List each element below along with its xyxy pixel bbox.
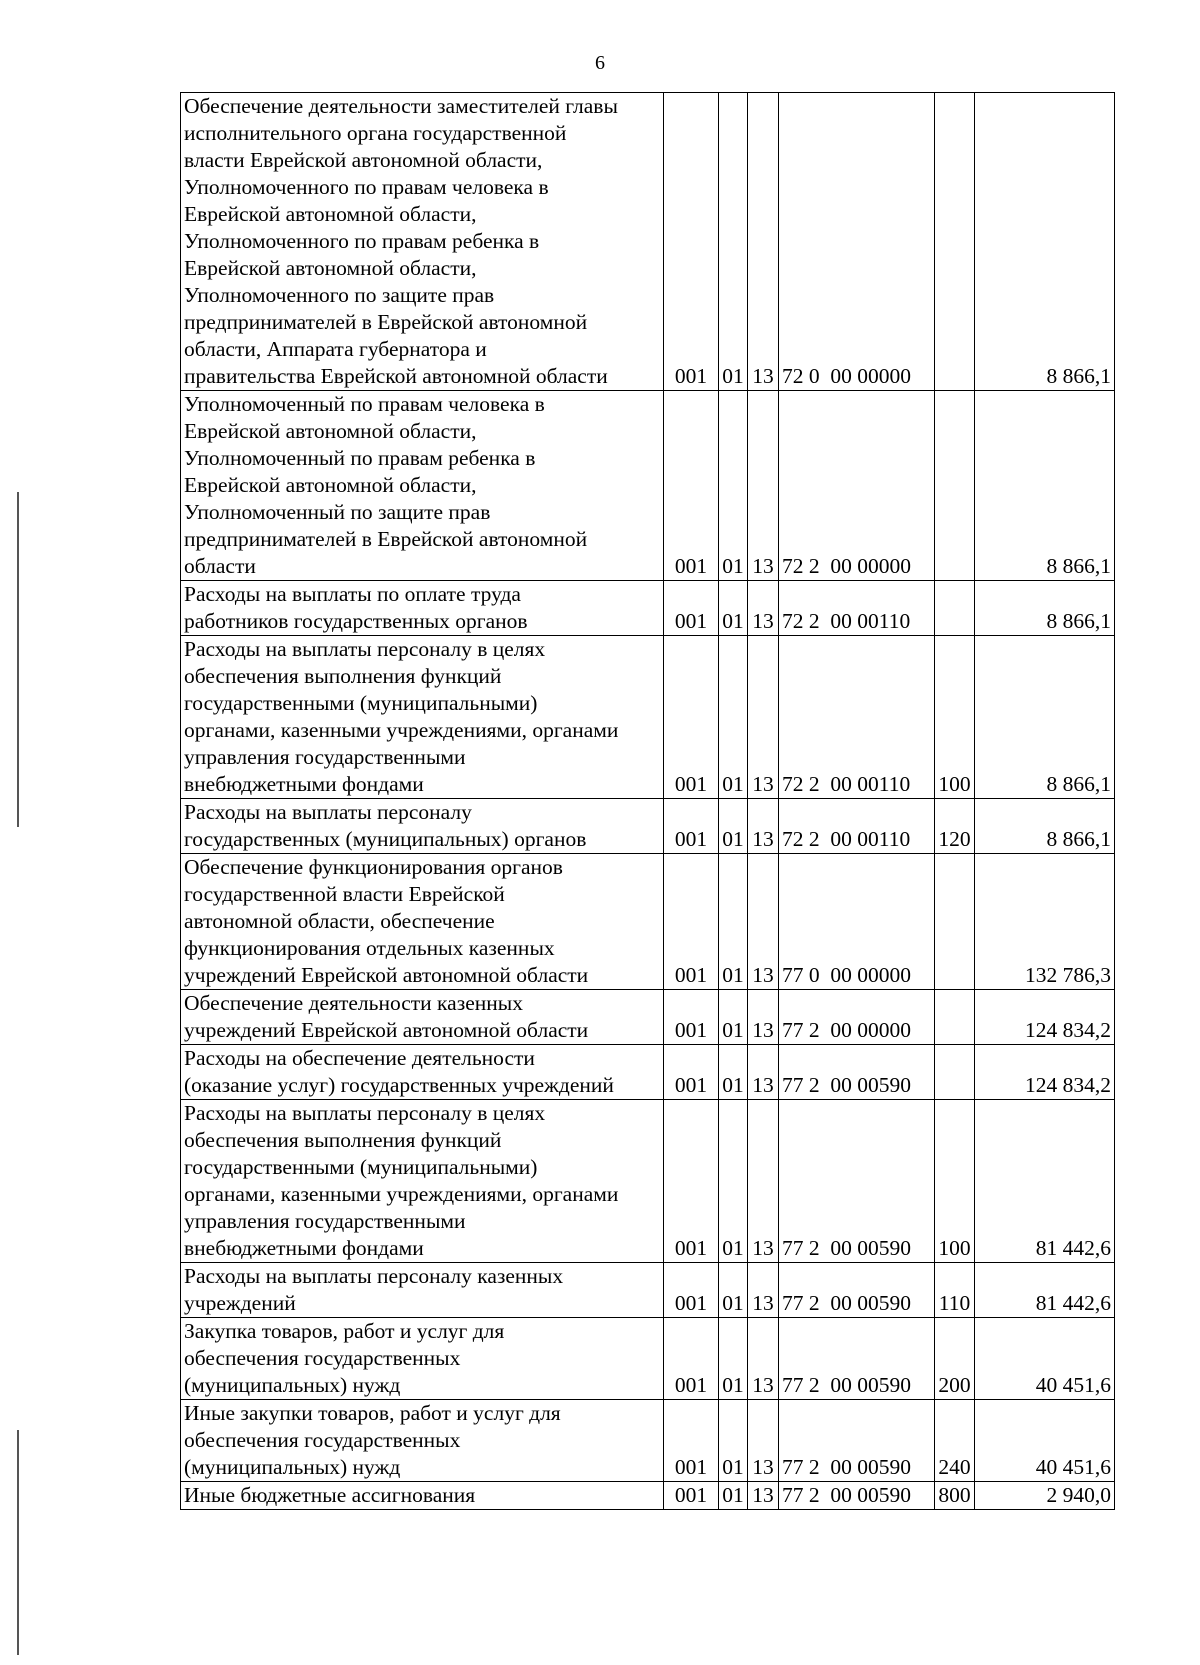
- subsection-code-cell: 13: [748, 581, 779, 636]
- description-cell: [181, 1318, 664, 1400]
- expense-type-cell: [935, 581, 975, 636]
- expense-type-cell: [935, 854, 975, 990]
- description-line: исполнительного органа государственной: [184, 121, 567, 145]
- table-row: [181, 391, 1115, 581]
- target-article-cell: 77 2 00 00590: [779, 1400, 935, 1482]
- description-line: учреждений: [184, 1291, 296, 1315]
- description-line: внебюджетными фондами: [184, 1236, 424, 1260]
- amount-cell: 8 866,1: [975, 636, 1115, 799]
- description-line: предпринимателей в Еврейской автономной: [184, 527, 588, 551]
- description-line: Уполномоченный по правам человека в: [184, 392, 545, 416]
- description-line: функционирования отдельных казенных: [184, 936, 555, 960]
- ministry-code-cell: 001: [664, 1318, 719, 1400]
- expense-type-cell: 120: [935, 799, 975, 854]
- expense-type-cell: 100: [935, 1100, 975, 1263]
- ministry-code-cell: 001: [664, 1263, 719, 1318]
- description-line: государственными (муниципальными): [184, 1155, 538, 1179]
- description-line: Уполномоченного по правам ребенка в: [184, 229, 540, 253]
- target-article-cell: 77 2 00 00590: [779, 1100, 935, 1263]
- description-line: Еврейской автономной области,: [184, 419, 477, 443]
- margin-line: [17, 1430, 19, 1655]
- subsection-code-cell: 13: [748, 391, 779, 581]
- description-cell: [181, 1045, 664, 1100]
- amount-cell: 2 940,0: [975, 1482, 1115, 1510]
- subsection-code-cell: 13: [748, 990, 779, 1045]
- description-line: Уполномоченного по правам человека в: [184, 175, 549, 199]
- description-cell: [181, 1100, 664, 1263]
- target-article-cell: 77 2 00 00590: [779, 1318, 935, 1400]
- table-row: [181, 581, 1115, 636]
- subsection-code-cell: 13: [748, 1100, 779, 1263]
- section-code-cell: 01: [719, 1263, 748, 1318]
- ministry-code-cell: 001: [664, 1482, 719, 1510]
- margin-line: [17, 492, 19, 827]
- expense-type-cell: [935, 990, 975, 1045]
- ministry-code-cell: 001: [664, 391, 719, 581]
- expense-type-cell: [935, 391, 975, 581]
- subsection-code-cell: 13: [748, 854, 779, 990]
- description-line: внебюджетными фондами: [184, 772, 424, 796]
- description-line: (муниципальных) нужд: [184, 1455, 401, 1479]
- description-cell: [181, 1400, 664, 1482]
- ministry-code-cell: 001: [664, 1045, 719, 1100]
- description-cell: [181, 636, 664, 799]
- target-article-cell: 72 2 00 00110: [779, 581, 935, 636]
- subsection-code-cell: 13: [748, 1045, 779, 1100]
- target-article-cell: 72 0 00 00000: [779, 93, 935, 391]
- description-line: органами, казенными учреждениями, органами: [184, 1182, 619, 1206]
- description-line: учреждений Еврейской автономной области: [184, 1018, 589, 1042]
- subsection-code-cell: 13: [748, 1263, 779, 1318]
- subsection-code-cell: 13: [748, 93, 779, 391]
- amount-cell: 40 451,6: [975, 1400, 1115, 1482]
- description-line: Расходы на выплаты персоналу казенных: [184, 1264, 564, 1288]
- amount-cell: 81 442,6: [975, 1263, 1115, 1318]
- table-row: [181, 799, 1115, 854]
- description-cell: [181, 1263, 664, 1318]
- section-code-cell: 01: [719, 1400, 748, 1482]
- description-line: работников государственных органов: [184, 609, 528, 633]
- section-code-cell: 01: [719, 636, 748, 799]
- description-line: правительства Еврейской автономной области: [184, 364, 608, 388]
- description-line: государственных (муниципальных) органов: [184, 827, 587, 851]
- description-line: Иные бюджетные ассигнования: [184, 1483, 476, 1507]
- description-line: (оказание услуг) государственных учреждений: [184, 1073, 614, 1097]
- expense-type-cell: 110: [935, 1263, 975, 1318]
- description-line: обеспечения государственных: [184, 1428, 461, 1452]
- description-line: власти Еврейской автономной области,: [184, 148, 543, 172]
- description-line: области, Аппарата губернатора и: [184, 337, 487, 361]
- description-line: Еврейской автономной области,: [184, 202, 477, 226]
- ministry-code-cell: 001: [664, 93, 719, 391]
- ministry-code-cell: 001: [664, 799, 719, 854]
- section-code-cell: 01: [719, 1045, 748, 1100]
- budget-table: [180, 92, 1115, 1510]
- target-article-cell: 72 2 00 00110: [779, 636, 935, 799]
- description-line: государственной власти Еврейской: [184, 882, 505, 906]
- description-line: предпринимателей в Еврейской автономной: [184, 310, 588, 334]
- description-line: Обеспечение деятельности казенных: [184, 991, 523, 1015]
- amount-cell: 8 866,1: [975, 799, 1115, 854]
- table-row: [181, 636, 1115, 799]
- section-code-cell: 01: [719, 990, 748, 1045]
- ministry-code-cell: 001: [664, 990, 719, 1045]
- description-line: автономной области, обеспечение: [184, 909, 495, 933]
- subsection-code-cell: 13: [748, 636, 779, 799]
- section-code-cell: 01: [719, 581, 748, 636]
- section-code-cell: 01: [719, 854, 748, 990]
- section-code-cell: 01: [719, 799, 748, 854]
- description-line: Закупка товаров, работ и услуг для: [184, 1319, 505, 1343]
- target-article-cell: 72 2 00 00110: [779, 799, 935, 854]
- expense-type-cell: 800: [935, 1482, 975, 1510]
- ministry-code-cell: 001: [664, 1100, 719, 1263]
- section-code-cell: 01: [719, 391, 748, 581]
- subsection-code-cell: 13: [748, 1482, 779, 1510]
- description-line: Еврейской автономной области,: [184, 473, 477, 497]
- description-line: Обеспечение деятельности заместителей главы: [184, 94, 618, 118]
- table-row: [181, 1263, 1115, 1318]
- amount-cell: 8 866,1: [975, 93, 1115, 391]
- amount-cell: 124 834,2: [975, 990, 1115, 1045]
- expense-type-cell: 240: [935, 1400, 975, 1482]
- description-cell: [181, 990, 664, 1045]
- amount-cell: 8 866,1: [975, 581, 1115, 636]
- description-cell: [181, 391, 664, 581]
- subsection-code-cell: 13: [748, 799, 779, 854]
- expense-type-cell: [935, 93, 975, 391]
- description-cell: [181, 854, 664, 990]
- description-line: учреждений Еврейской автономной области: [184, 963, 589, 987]
- expense-type-cell: 100: [935, 636, 975, 799]
- table-row: [181, 1482, 1115, 1510]
- description-line: Расходы на выплаты персоналу в целях: [184, 637, 546, 661]
- target-article-cell: 77 2 00 00590: [779, 1045, 935, 1100]
- target-article-cell: 77 0 00 00000: [779, 854, 935, 990]
- section-code-cell: 01: [719, 93, 748, 391]
- description-line: управления государственными: [184, 745, 466, 769]
- description-line: обеспечения выполнения функций: [184, 1128, 502, 1152]
- description-cell: [181, 1482, 664, 1510]
- target-article-cell: 77 2 00 00000: [779, 990, 935, 1045]
- description-line: области: [184, 554, 256, 578]
- description-line: Уполномоченный по правам ребенка в: [184, 446, 536, 470]
- description-line: Расходы на выплаты персоналу в целях: [184, 1101, 546, 1125]
- ministry-code-cell: 001: [664, 854, 719, 990]
- expense-type-cell: [935, 1045, 975, 1100]
- description-cell: [181, 93, 664, 391]
- description-line: Уполномоченного по защите прав: [184, 283, 495, 307]
- description-line: органами, казенными учреждениями, органами: [184, 718, 619, 742]
- table-row: [181, 93, 1115, 391]
- target-article-cell: 77 2 00 00590: [779, 1482, 935, 1510]
- subsection-code-cell: 13: [748, 1318, 779, 1400]
- amount-cell: 132 786,3: [975, 854, 1115, 990]
- description-line: Расходы на выплаты по оплате труда: [184, 582, 521, 606]
- description-line: Уполномоченный по защите прав: [184, 500, 491, 524]
- description-cell: [181, 581, 664, 636]
- amount-cell: 81 442,6: [975, 1100, 1115, 1263]
- subsection-code-cell: 13: [748, 1400, 779, 1482]
- description-line: Расходы на обеспечение деятельности: [184, 1046, 535, 1070]
- ministry-code-cell: 001: [664, 636, 719, 799]
- target-article-cell: 77 2 00 00590: [779, 1263, 935, 1318]
- description-line: Обеспечение функционирования органов: [184, 855, 563, 879]
- ministry-code-cell: 001: [664, 581, 719, 636]
- ministry-code-cell: 001: [664, 1400, 719, 1482]
- section-code-cell: 01: [719, 1318, 748, 1400]
- description-line: Еврейской автономной области,: [184, 256, 477, 280]
- budget-table-body: [181, 93, 1115, 1510]
- amount-cell: 124 834,2: [975, 1045, 1115, 1100]
- description-line: государственными (муниципальными): [184, 691, 538, 715]
- description-line: управления государственными: [184, 1209, 466, 1233]
- table-row: [181, 1400, 1115, 1482]
- table-row: [181, 1100, 1115, 1263]
- section-code-cell: 01: [719, 1482, 748, 1510]
- section-code-cell: 01: [719, 1100, 748, 1263]
- table-row: [181, 1318, 1115, 1400]
- page-number: 6: [595, 52, 605, 74]
- table-row: [181, 854, 1115, 990]
- amount-cell: 8 866,1: [975, 391, 1115, 581]
- expense-type-cell: 200: [935, 1318, 975, 1400]
- table-row: [181, 990, 1115, 1045]
- description-cell: [181, 799, 664, 854]
- description-line: Расходы на выплаты персоналу: [184, 800, 472, 824]
- description-line: обеспечения выполнения функций: [184, 664, 502, 688]
- table-row: [181, 1045, 1115, 1100]
- description-line: (муниципальных) нужд: [184, 1373, 401, 1397]
- amount-cell: 40 451,6: [975, 1318, 1115, 1400]
- description-line: Иные закупки товаров, работ и услуг для: [184, 1401, 561, 1425]
- target-article-cell: 72 2 00 00000: [779, 391, 935, 581]
- description-line: обеспечения государственных: [184, 1346, 461, 1370]
